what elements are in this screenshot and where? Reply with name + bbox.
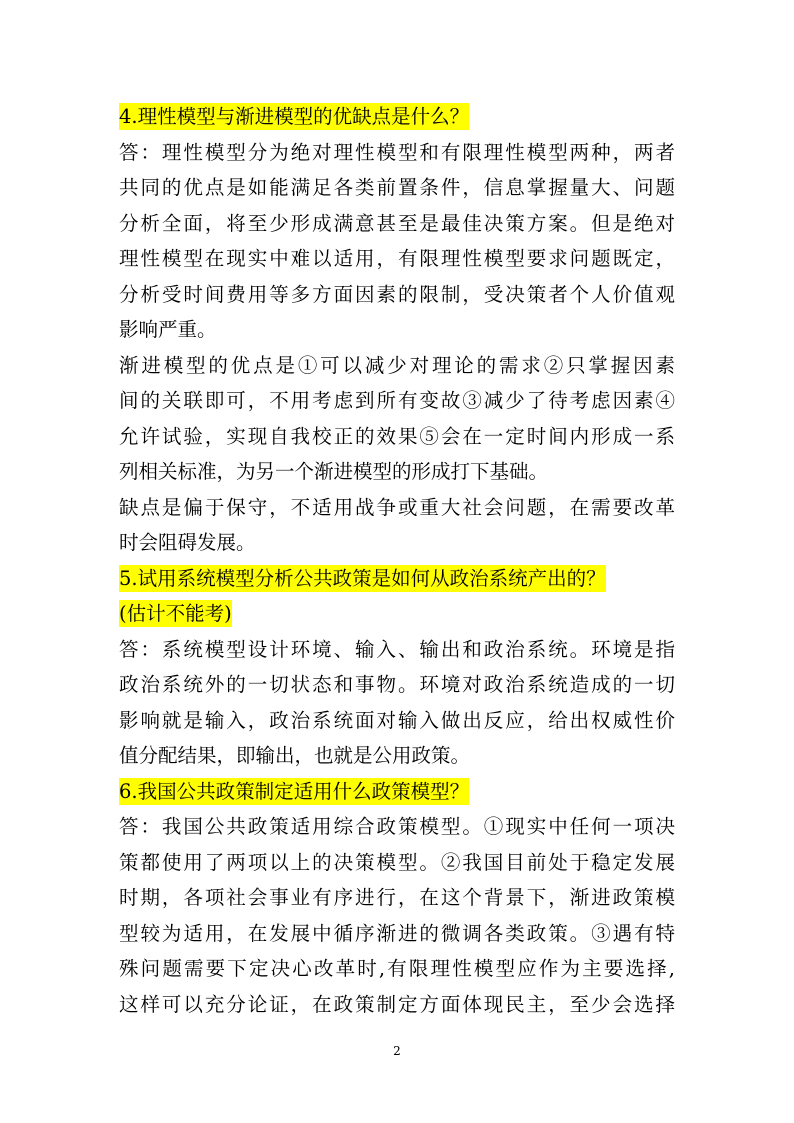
answer-line: 分析全面，将至少形成满意甚至是最佳决策方案。但是绝对	[119, 211, 675, 235]
question-text: 4.理性模型与渐进模型的优缺点是什么？	[119, 105, 470, 128]
answer-line: 渐进模型的优点是①可以减少对理论的需求②只掌握因素	[119, 353, 675, 377]
answer-line: 答：我国公共政策适用综合政策模型。①现实中任何一项决	[119, 815, 675, 838]
answer-line: 理性模型在现实中难以适用，有限理性模型要求问题既定，	[119, 247, 675, 270]
answer-line: 策都使用了两项以上的决策模型。②我国目前处于稳定发展	[119, 850, 675, 874]
answer-line: 共同的优点是如能满足各类前置条件，信息掌握量大、问题	[119, 176, 675, 199]
answer-line: 时会阻碍发展。	[119, 531, 256, 554]
document-body	[119, 99, 675, 1022]
answer-line: 殊问题需要下定决心改革时,有限理性模型应作为主要选择,	[119, 957, 675, 980]
answer-line: 影响就是输入，政治系统面对输入做出反应，给出权威性价	[119, 708, 675, 732]
answer-line: 分析受时间费用等多方面因素的限制，受决策者个人价值观	[119, 282, 675, 306]
answer-line: 答：系统模型设计环境、输入、输出和政治系统。环境是指	[119, 637, 675, 661]
answer-line: 允许试验，实现自我校正的效果⑤会在一定时间内形成一系	[119, 424, 675, 448]
answer-line: 列相关标准，为另一个渐进模型的形成打下基础。	[119, 460, 549, 483]
answer-line: 时期，各项社会事业有序进行，在这个背景下，渐进政策模	[119, 886, 675, 909]
answer-line: 答：理性模型分为绝对理性模型和有限理性模型两种，两者	[119, 140, 675, 164]
question-text: 6.我国公共政策制定适用什么政策模型？	[119, 779, 470, 803]
answer-line: 间的关联即可，不用考虑到所有变故③减少了待考虑因素④	[119, 389, 675, 412]
answer-line: 型较为适用，在发展中循序渐进的微调各类政策。③遇有特	[119, 921, 675, 945]
answer-line: 缺点是偏于保守，不适用战争或重大社会问题，在需要改革	[119, 495, 675, 519]
question-line	[119, 561, 675, 597]
answer-line: 这样可以充分论证，在政策制定方面体现民主，至少会选择	[119, 992, 675, 1016]
question-line	[119, 774, 675, 810]
answer-line: 政治系统外的一切状态和事物。环境对政治系统造成的一切	[119, 673, 675, 696]
page-number: 2	[393, 1044, 401, 1058]
answer-line: 影响严重。	[119, 318, 217, 341]
question-text: 5.试用系统模型分析公共政策是如何从政治系统产出的？	[119, 566, 606, 590]
question-line	[119, 99, 675, 135]
answer-line: 值分配结果，即输出，也就是公用政策。	[119, 744, 471, 767]
question-line	[119, 596, 675, 632]
question-note: (估计不能考)	[119, 602, 232, 625]
